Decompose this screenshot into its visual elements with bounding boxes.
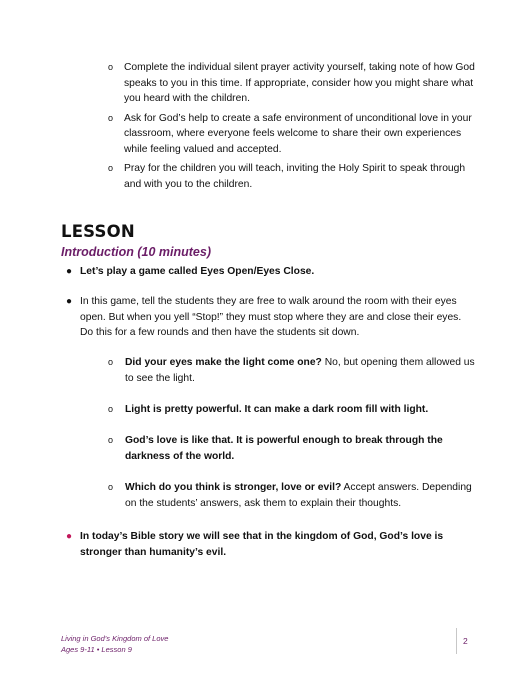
sub-item xyxy=(108,355,480,386)
circle-bullet-icon: o xyxy=(108,404,114,414)
list-item xyxy=(108,111,480,158)
list-item xyxy=(108,161,480,192)
bullet-item xyxy=(66,264,468,280)
bullet-dot-icon: ● xyxy=(66,531,73,542)
intro-heading: Introduction (10 minutes) xyxy=(61,245,211,259)
sub-item xyxy=(108,433,480,464)
prep-item-text: Pray for the children you will teach, inviting the Holy Spirit to speak through and with you to the children. xyxy=(124,163,466,190)
statement-text: Light is pretty powerful. It can make a dark room fill with light. xyxy=(125,404,429,415)
answer-text: No, but opening them allowed us to see the light. xyxy=(125,357,475,384)
prep-item-text: Complete the individual silent prayer activity yourself, taking note of how God speaks to you in this time. If appropriate, consider how you might share what you heard with the children. xyxy=(124,62,475,104)
circle-bullet-icon: o xyxy=(108,435,114,445)
question-text: Did your eyes make the light come one? xyxy=(125,357,322,368)
prep-item-text: Ask for God’s help to create a safe environment of unconditional love in your classroom, where everyone feels welcome to share their own experiences while feeling valued and accepted. xyxy=(124,112,472,155)
circle-bullet-icon: o xyxy=(108,112,114,123)
sub-item xyxy=(108,480,480,511)
bullet-dot-icon: ● xyxy=(66,266,73,277)
statement-text: God’s love is like that. It is powerful enough to break through the darkness of the world. xyxy=(125,435,443,462)
circle-bullet-icon: o xyxy=(108,163,114,173)
bullet-item xyxy=(66,294,468,341)
sub-item xyxy=(108,402,480,418)
instruction-text: Accept answers. Depending on the students’ answers, ask them to explain their thoughts. xyxy=(125,482,472,509)
footer xyxy=(61,634,168,655)
bullet-text: Let’s play a game called Eyes Open/Eyes Close. xyxy=(80,266,315,277)
bullet-dot-icon: ● xyxy=(66,296,73,307)
question-text: Which do you think is stronger, love or evil? xyxy=(125,482,342,493)
footer-subtitle: Ages 9-11 • Lesson 9 xyxy=(61,644,132,654)
circle-bullet-icon: o xyxy=(108,482,114,492)
bullet-text: In this game, tell the students they are free to walk around the room with their eyes open. But when you yell “Stop!” they must stop where they are and close their eyes. Do this for a few rounds and then have the students sit down. xyxy=(80,296,462,338)
bullet-item xyxy=(66,529,468,560)
footer-title: Living in God’s Kingdom of Love xyxy=(61,634,169,643)
page-number: 2 xyxy=(463,636,468,646)
list-item xyxy=(108,60,480,107)
bullet-text: In today’s Bible story we will see that in the kingdom of God, God’s love is stronger than humanity’s evil. xyxy=(80,531,444,558)
prep-list xyxy=(108,60,480,196)
circle-bullet-icon: o xyxy=(108,62,114,72)
lesson-title: LESSON xyxy=(61,222,135,241)
footer-divider xyxy=(456,628,457,654)
circle-bullet-icon: o xyxy=(108,357,114,367)
